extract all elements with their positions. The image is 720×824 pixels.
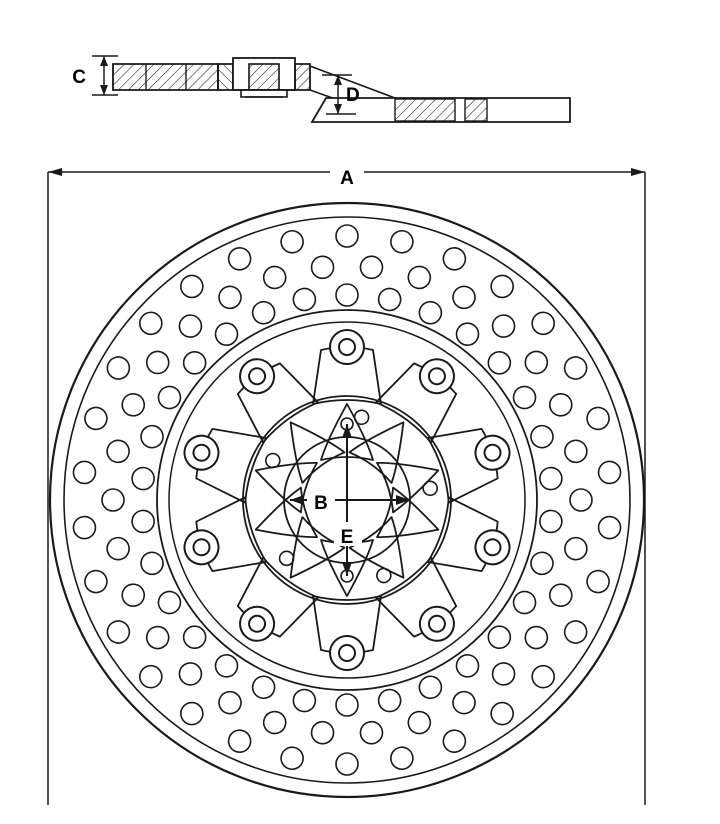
front-face-view [48, 160, 645, 805]
dimension-label-E: E [340, 527, 354, 548]
dimension-label-B: B [314, 493, 328, 514]
cross-section-view [72, 56, 570, 122]
section-left-plate [113, 64, 218, 90]
dimension-label-A: A [340, 168, 354, 189]
section-left-web [218, 64, 233, 90]
dimension-label-C: C [72, 67, 86, 88]
dimension-C [72, 56, 118, 95]
section-hub [233, 58, 295, 97]
dimension-label-D: D [346, 85, 360, 106]
